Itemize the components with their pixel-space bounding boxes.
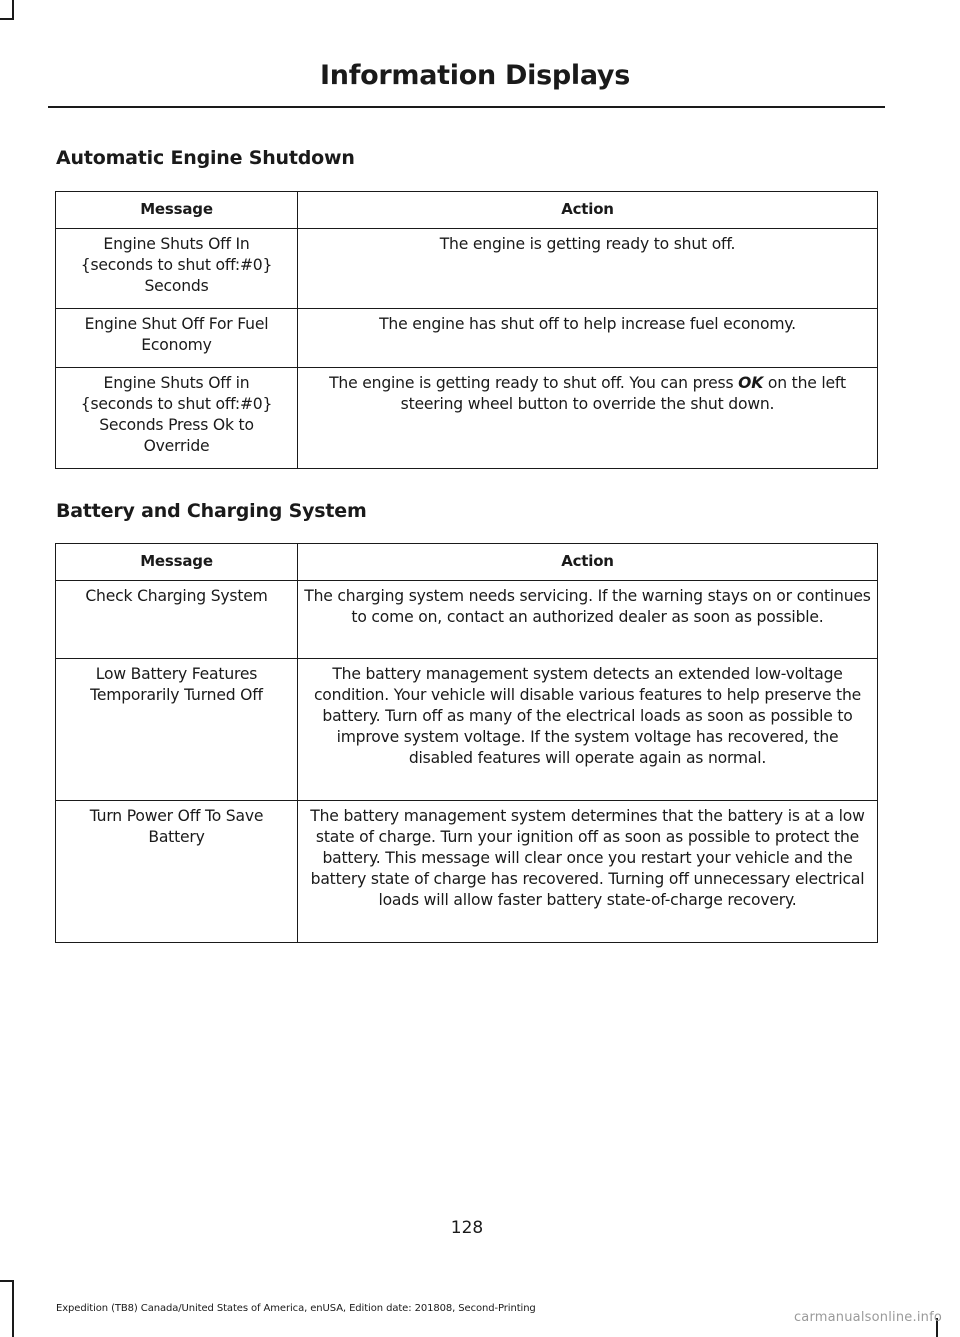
action-text: The battery management system determines that the battery is at a low state of charge. Turn your ignition off as soon as possible to protect the battery. This message will clear once you restart your vehicle and the battery state of charge has recovered. Turning off unnecessary electrical loads will allow faster battery state-of-charge recovery. <box>310 807 865 909</box>
action-text-continued: on the left steering wheel button to override the shut down. <box>400 374 846 413</box>
table-header-row <box>56 544 878 581</box>
action-text: The engine is getting ready to shut off. You can press <box>329 374 739 392</box>
header-rule <box>48 106 885 108</box>
page-header-title: Information Displays <box>320 60 630 91</box>
action-text: The battery management system detects an extended low-voltage condition. Your vehicle will disable various features to help preserve the battery. Turn off as many of the electrical loads as soon as possible to improve system voltage. If the system voltage has recovered, the disabled features will operate again as normal. <box>313 665 862 767</box>
crop-mark-top-left-v <box>12 0 14 20</box>
crop-mark-bottom-left-h <box>0 1280 14 1282</box>
table-row <box>56 368 878 469</box>
table-row <box>56 581 878 659</box>
action-cell <box>298 309 878 368</box>
column-header-message: Message <box>56 192 298 229</box>
action-cell <box>298 581 878 659</box>
table-row <box>56 659 878 801</box>
action-cell <box>298 659 878 801</box>
crop-mark-top-left-h <box>0 18 14 20</box>
column-header-action: Action <box>298 192 878 229</box>
table-row <box>56 309 878 368</box>
message-cell: Low Battery Features Temporarily Turned Off <box>56 659 298 801</box>
engine-shutdown-table <box>55 191 878 469</box>
message-cell: Turn Power Off To Save Battery <box>56 801 298 943</box>
message-cell: Engine Shuts Off in {seconds to shut off:#0} Seconds Press Ok to Override <box>56 368 298 469</box>
watermark: carmanualsonline.info <box>793 1310 942 1325</box>
message-cell: Engine Shut Off For Fuel Economy <box>56 309 298 368</box>
footer-edition-info: Expedition (TB8) Canada/United States of America, enUSA, Edition date: 201808, Second-Printing <box>56 1303 536 1314</box>
message-cell: Check Charging System <box>56 581 298 659</box>
table-row <box>56 229 878 309</box>
action-cell <box>298 229 878 309</box>
battery-charging-table <box>55 543 878 943</box>
ok-button-label: OK <box>738 374 764 392</box>
action-text: The engine has shut off to help increase fuel economy. <box>379 315 796 333</box>
message-cell: Engine Shuts Off In {seconds to shut off:#0} Seconds <box>56 229 298 309</box>
action-text: The engine is getting ready to shut off. <box>439 235 736 253</box>
table-row <box>56 801 878 943</box>
section-title-battery-charging: Battery and Charging System <box>56 500 367 522</box>
action-cell <box>298 368 878 469</box>
table-header-row <box>56 192 878 229</box>
section-title-engine-shutdown: Automatic Engine Shutdown <box>56 147 355 169</box>
column-header-action: Action <box>298 544 878 581</box>
page-number: 128 <box>450 1218 484 1238</box>
column-header-message: Message <box>56 544 298 581</box>
action-text: The charging system needs servicing. If the warning stays on or continues to come on, contact an authorized dealer as soon as possible. <box>304 587 871 626</box>
action-cell <box>298 801 878 943</box>
crop-mark-bottom-left-v <box>12 1280 14 1337</box>
